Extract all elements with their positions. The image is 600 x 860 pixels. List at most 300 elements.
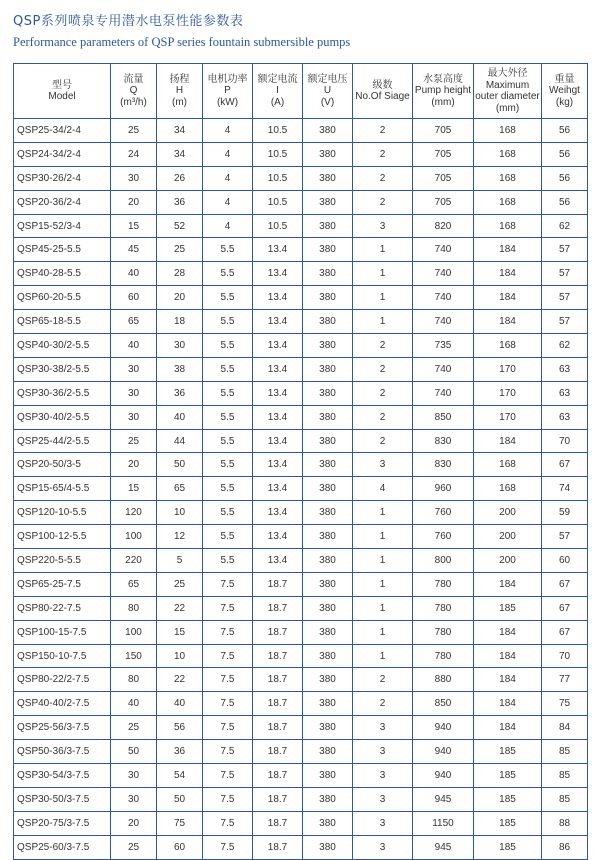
model-cell: QSP30-40/2-5.5 [14, 405, 111, 429]
value-cell: 18.7 [253, 764, 303, 788]
value-cell: 60 [157, 835, 203, 859]
value-cell: 65 [111, 310, 157, 334]
value-cell: 40 [157, 405, 203, 429]
value-cell: 185 [474, 811, 542, 835]
value-cell: 168 [474, 190, 542, 214]
value-cell: 60 [111, 286, 157, 310]
table-title-chinese: QSP系列喷泉专用潜水电泵性能参数表 [13, 14, 244, 29]
value-cell: 3 [353, 835, 413, 859]
value-cell: 25 [157, 572, 203, 596]
value-cell: 26 [157, 166, 203, 190]
column-header [303, 64, 353, 119]
value-cell: 185 [474, 596, 542, 620]
value-cell: 13.4 [253, 429, 303, 453]
value-cell: 380 [303, 238, 353, 262]
value-cell: 170 [474, 381, 542, 405]
value-cell: 380 [303, 764, 353, 788]
column-header-line: (mm) [431, 96, 455, 108]
value-cell: 1 [353, 262, 413, 286]
table-row [14, 549, 588, 573]
column-header-line: 流量 [123, 73, 144, 85]
table-row [14, 262, 588, 286]
value-cell: 830 [413, 453, 474, 477]
value-cell: 5.5 [203, 262, 253, 286]
model-cell: QSP120-10-5.5 [14, 501, 111, 525]
value-cell: 2 [353, 334, 413, 358]
value-cell: 10 [157, 501, 203, 525]
column-header-line: (kg) [555, 96, 574, 108]
value-cell: 13.4 [253, 453, 303, 477]
value-cell: 18.7 [253, 620, 303, 644]
value-cell: 3 [353, 764, 413, 788]
value-cell: 380 [303, 334, 353, 358]
value-cell: 185 [474, 764, 542, 788]
value-cell: 25 [111, 835, 157, 859]
value-cell: 5.5 [203, 549, 253, 573]
column-header-line: Weihgt [549, 85, 580, 97]
value-cell: 740 [413, 357, 474, 381]
table-body [14, 119, 588, 860]
table-row [14, 525, 588, 549]
table-row [14, 453, 588, 477]
value-cell: 3 [353, 716, 413, 740]
value-cell: 200 [474, 501, 542, 525]
value-cell: 170 [474, 405, 542, 429]
value-cell: 40 [111, 262, 157, 286]
value-cell: 85 [542, 764, 588, 788]
value-cell: 18.7 [253, 692, 303, 716]
model-cell: QSP65-25-7.5 [14, 572, 111, 596]
column-header [14, 64, 111, 119]
value-cell: 38 [157, 357, 203, 381]
value-cell: 18.7 [253, 740, 303, 764]
value-cell: 2 [353, 692, 413, 716]
value-cell: 5.5 [203, 238, 253, 262]
value-cell: 2 [353, 190, 413, 214]
value-cell: 57 [542, 238, 588, 262]
column-header-line: Pump height [414, 85, 472, 97]
column-header-line: H [175, 85, 184, 97]
value-cell: 3 [353, 811, 413, 835]
value-cell: 18.7 [253, 835, 303, 859]
model-cell: QSP60-20-5.5 [14, 286, 111, 310]
value-cell: 3 [353, 740, 413, 764]
value-cell: 18.7 [253, 668, 303, 692]
value-cell: 15 [157, 620, 203, 644]
value-cell: 57 [542, 310, 588, 334]
value-cell: 1 [353, 596, 413, 620]
value-cell: 380 [303, 286, 353, 310]
model-cell: QSP100-15-7.5 [14, 620, 111, 644]
value-cell: 74 [542, 477, 588, 501]
value-cell: 56 [542, 190, 588, 214]
model-cell: QSP20-75/3-7.5 [14, 811, 111, 835]
column-header-line: I [276, 85, 279, 97]
value-cell: 380 [303, 692, 353, 716]
model-cell: QSP40-28-5.5 [14, 262, 111, 286]
value-cell: 84 [542, 716, 588, 740]
value-cell: 380 [303, 668, 353, 692]
value-cell: 4 [203, 190, 253, 214]
value-cell: 5.5 [203, 334, 253, 358]
value-cell: 2 [353, 405, 413, 429]
column-header [203, 64, 253, 119]
value-cell: 380 [303, 310, 353, 334]
value-cell: 59 [542, 501, 588, 525]
value-cell: 705 [413, 190, 474, 214]
column-header-line: No.Of Siage [355, 91, 410, 102]
value-cell: 5 [157, 549, 203, 573]
table-row [14, 572, 588, 596]
value-cell: 7.5 [203, 596, 253, 620]
model-cell: QSP25-56/3-7.5 [14, 716, 111, 740]
value-cell: 740 [413, 310, 474, 334]
table-header [14, 64, 588, 119]
value-cell: 380 [303, 835, 353, 859]
value-cell: 20 [111, 453, 157, 477]
value-cell: 380 [303, 596, 353, 620]
value-cell: 960 [413, 477, 474, 501]
value-cell: 50 [157, 453, 203, 477]
value-cell: 880 [413, 668, 474, 692]
model-cell: QSP15-65/4-5.5 [14, 477, 111, 501]
table-row [14, 596, 588, 620]
value-cell: 380 [303, 501, 353, 525]
value-cell: 380 [303, 453, 353, 477]
value-cell: 380 [303, 119, 353, 143]
value-cell: 36 [157, 381, 203, 405]
value-cell: 34 [157, 119, 203, 143]
model-cell: QSP80-22/2-7.5 [14, 668, 111, 692]
value-cell: 168 [474, 119, 542, 143]
column-header [253, 64, 303, 119]
column-header-line: 电机功率 [207, 73, 248, 85]
value-cell: 3 [353, 453, 413, 477]
value-cell: 75 [542, 692, 588, 716]
value-cell: 54 [157, 764, 203, 788]
value-cell: 7.5 [203, 644, 253, 668]
value-cell: 2 [353, 119, 413, 143]
value-cell: 380 [303, 620, 353, 644]
value-cell: 5.5 [203, 477, 253, 501]
value-cell: 760 [413, 525, 474, 549]
value-cell: 12 [157, 525, 203, 549]
value-cell: 380 [303, 405, 353, 429]
value-cell: 13.4 [253, 357, 303, 381]
value-cell: 100 [111, 525, 157, 549]
model-cell: QSP100-12-5.5 [14, 525, 111, 549]
value-cell: 185 [474, 740, 542, 764]
value-cell: 28 [157, 262, 203, 286]
value-cell: 18.7 [253, 572, 303, 596]
value-cell: 780 [413, 644, 474, 668]
value-cell: 1 [353, 501, 413, 525]
value-cell: 380 [303, 525, 353, 549]
value-cell: 820 [413, 214, 474, 238]
value-cell: 80 [111, 596, 157, 620]
table-row [14, 166, 588, 190]
value-cell: 13.4 [253, 501, 303, 525]
model-cell: QSP30-26/2-4 [14, 166, 111, 190]
value-cell: 30 [111, 381, 157, 405]
value-cell: 5.5 [203, 381, 253, 405]
value-cell: 1150 [413, 811, 474, 835]
table-row [14, 429, 588, 453]
table-row [14, 835, 588, 859]
value-cell: 705 [413, 142, 474, 166]
value-cell: 67 [542, 620, 588, 644]
value-cell: 940 [413, 764, 474, 788]
value-cell: 1 [353, 310, 413, 334]
value-cell: 57 [542, 286, 588, 310]
table-title-english: Performance parameters of QSP series fountain submersible pumps [13, 35, 351, 49]
value-cell: 1 [353, 286, 413, 310]
value-cell: 80 [111, 668, 157, 692]
value-cell: 184 [474, 310, 542, 334]
value-cell: 24 [111, 142, 157, 166]
value-cell: 7.5 [203, 692, 253, 716]
model-cell: QSP20-36/2-4 [14, 190, 111, 214]
value-cell: 85 [542, 787, 588, 811]
value-cell: 4 [203, 119, 253, 143]
table-row [14, 477, 588, 501]
value-cell: 70 [542, 429, 588, 453]
model-cell: QSP30-36/2-5.5 [14, 381, 111, 405]
value-cell: 380 [303, 644, 353, 668]
value-cell: 18.7 [253, 596, 303, 620]
value-cell: 168 [474, 453, 542, 477]
column-header-line: Model [48, 91, 76, 102]
value-cell: 184 [474, 644, 542, 668]
header-row [14, 64, 588, 119]
value-cell: 44 [157, 429, 203, 453]
model-cell: QSP25-34/2-4 [14, 119, 111, 143]
model-cell: QSP40-40/2-7.5 [14, 692, 111, 716]
value-cell: 40 [157, 692, 203, 716]
value-cell: 1 [353, 549, 413, 573]
value-cell: 184 [474, 429, 542, 453]
value-cell: 13.4 [253, 477, 303, 501]
model-cell: QSP30-38/2-5.5 [14, 357, 111, 381]
value-cell: 380 [303, 357, 353, 381]
value-cell: 184 [474, 238, 542, 262]
value-cell: 705 [413, 166, 474, 190]
table-row [14, 190, 588, 214]
performance-table [13, 63, 588, 860]
table-row [14, 381, 588, 405]
value-cell: 380 [303, 190, 353, 214]
value-cell: 22 [157, 668, 203, 692]
value-cell: 10.5 [253, 214, 303, 238]
value-cell: 30 [157, 334, 203, 358]
value-cell: 85 [542, 740, 588, 764]
value-cell: 7.5 [203, 572, 253, 596]
model-cell: QSP50-36/3-7.5 [14, 740, 111, 764]
value-cell: 184 [474, 620, 542, 644]
value-cell: 1 [353, 620, 413, 644]
value-cell: 86 [542, 835, 588, 859]
value-cell: 380 [303, 740, 353, 764]
column-header-line: (kW) [216, 96, 239, 108]
model-cell: QSP25-44/2-5.5 [14, 429, 111, 453]
table-row [14, 310, 588, 334]
value-cell: 63 [542, 381, 588, 405]
table-row [14, 716, 588, 740]
column-header-line: 扬程 [169, 73, 190, 85]
value-cell: 780 [413, 620, 474, 644]
value-cell: 56 [542, 166, 588, 190]
model-cell: QSP220-5-5.5 [14, 549, 111, 573]
table-row [14, 620, 588, 644]
value-cell: 13.4 [253, 286, 303, 310]
model-cell: QSP40-30/2-5.5 [14, 334, 111, 358]
value-cell: 30 [111, 764, 157, 788]
column-header-line: 重量 [554, 73, 575, 85]
value-cell: 830 [413, 429, 474, 453]
value-cell: 25 [111, 119, 157, 143]
value-cell: 2 [353, 381, 413, 405]
value-cell: 740 [413, 286, 474, 310]
value-cell: 67 [542, 596, 588, 620]
value-cell: 2 [353, 166, 413, 190]
model-cell: QSP25-60/3-7.5 [14, 835, 111, 859]
value-cell: 940 [413, 740, 474, 764]
value-cell: 10.5 [253, 142, 303, 166]
value-cell: 735 [413, 334, 474, 358]
value-cell: 13.4 [253, 381, 303, 405]
value-cell: 945 [413, 835, 474, 859]
value-cell: 18 [157, 310, 203, 334]
value-cell: 170 [474, 357, 542, 381]
value-cell: 7.5 [203, 835, 253, 859]
value-cell: 75 [157, 811, 203, 835]
value-cell: 380 [303, 429, 353, 453]
value-cell: 60 [542, 549, 588, 573]
value-cell: 67 [542, 453, 588, 477]
value-cell: 1 [353, 572, 413, 596]
value-cell: 30 [111, 405, 157, 429]
value-cell: 18.7 [253, 811, 303, 835]
column-header [353, 64, 413, 119]
value-cell: 4 [203, 142, 253, 166]
value-cell: 5.5 [203, 501, 253, 525]
value-cell: 850 [413, 405, 474, 429]
value-cell: 13.4 [253, 525, 303, 549]
value-cell: 705 [413, 119, 474, 143]
value-cell: 184 [474, 668, 542, 692]
column-header-line: (mm) [495, 102, 520, 114]
value-cell: 7.5 [203, 716, 253, 740]
value-cell: 4 [203, 214, 253, 238]
value-cell: 2 [353, 357, 413, 381]
value-cell: 56 [542, 119, 588, 143]
value-cell: 18.7 [253, 787, 303, 811]
value-cell: 380 [303, 166, 353, 190]
value-cell: 2 [353, 142, 413, 166]
value-cell: 1 [353, 525, 413, 549]
value-cell: 22 [157, 596, 203, 620]
table-row [14, 811, 588, 835]
value-cell: 760 [413, 501, 474, 525]
column-header-line: (m) [172, 96, 187, 108]
value-cell: 67 [542, 572, 588, 596]
value-cell: 25 [157, 238, 203, 262]
value-cell: 7.5 [203, 787, 253, 811]
value-cell: 945 [413, 787, 474, 811]
value-cell: 10 [157, 644, 203, 668]
value-cell: 2 [353, 429, 413, 453]
table-row [14, 405, 588, 429]
value-cell: 800 [413, 549, 474, 573]
value-cell: 5.5 [203, 286, 253, 310]
value-cell: 40 [111, 692, 157, 716]
value-cell: 4 [203, 166, 253, 190]
column-header-line: Maximum [485, 79, 530, 91]
value-cell: 168 [474, 477, 542, 501]
value-cell: 200 [474, 525, 542, 549]
value-cell: 7.5 [203, 764, 253, 788]
value-cell: 30 [111, 357, 157, 381]
value-cell: 15 [111, 477, 157, 501]
table-row [14, 214, 588, 238]
value-cell: 5.5 [203, 405, 253, 429]
table-row [14, 334, 588, 358]
value-cell: 13.4 [253, 238, 303, 262]
value-cell: 63 [542, 357, 588, 381]
value-cell: 13.4 [253, 310, 303, 334]
table-row [14, 357, 588, 381]
value-cell: 62 [542, 214, 588, 238]
value-cell: 56 [542, 142, 588, 166]
value-cell: 380 [303, 214, 353, 238]
model-cell: QSP80-22-7.5 [14, 596, 111, 620]
value-cell: 45 [111, 238, 157, 262]
column-header [111, 64, 157, 119]
value-cell: 380 [303, 787, 353, 811]
value-cell: 15 [111, 214, 157, 238]
column-header-line: (A) [270, 96, 285, 108]
value-cell: 20 [157, 286, 203, 310]
column-header-line: P [224, 85, 231, 97]
model-cell: QSP30-50/3-7.5 [14, 787, 111, 811]
value-cell: 57 [542, 262, 588, 286]
value-cell: 88 [542, 811, 588, 835]
value-cell: 380 [303, 262, 353, 286]
value-cell: 3 [353, 214, 413, 238]
value-cell: 10.5 [253, 119, 303, 143]
value-cell: 20 [111, 190, 157, 214]
value-cell: 65 [111, 572, 157, 596]
value-cell: 100 [111, 620, 157, 644]
value-cell: 168 [474, 214, 542, 238]
value-cell: 13.4 [253, 334, 303, 358]
value-cell: 740 [413, 262, 474, 286]
table-row [14, 142, 588, 166]
value-cell: 65 [157, 477, 203, 501]
table-row [14, 692, 588, 716]
value-cell: 50 [157, 787, 203, 811]
value-cell: 30 [111, 166, 157, 190]
model-cell: QSP150-10-7.5 [14, 644, 111, 668]
value-cell: 850 [413, 692, 474, 716]
value-cell: 168 [474, 334, 542, 358]
column-header-line: 型号 [52, 79, 72, 91]
value-cell: 150 [111, 644, 157, 668]
value-cell: 380 [303, 716, 353, 740]
column-header [542, 64, 588, 119]
model-cell: QSP20-50/3-5 [14, 453, 111, 477]
value-cell: 5.5 [203, 525, 253, 549]
